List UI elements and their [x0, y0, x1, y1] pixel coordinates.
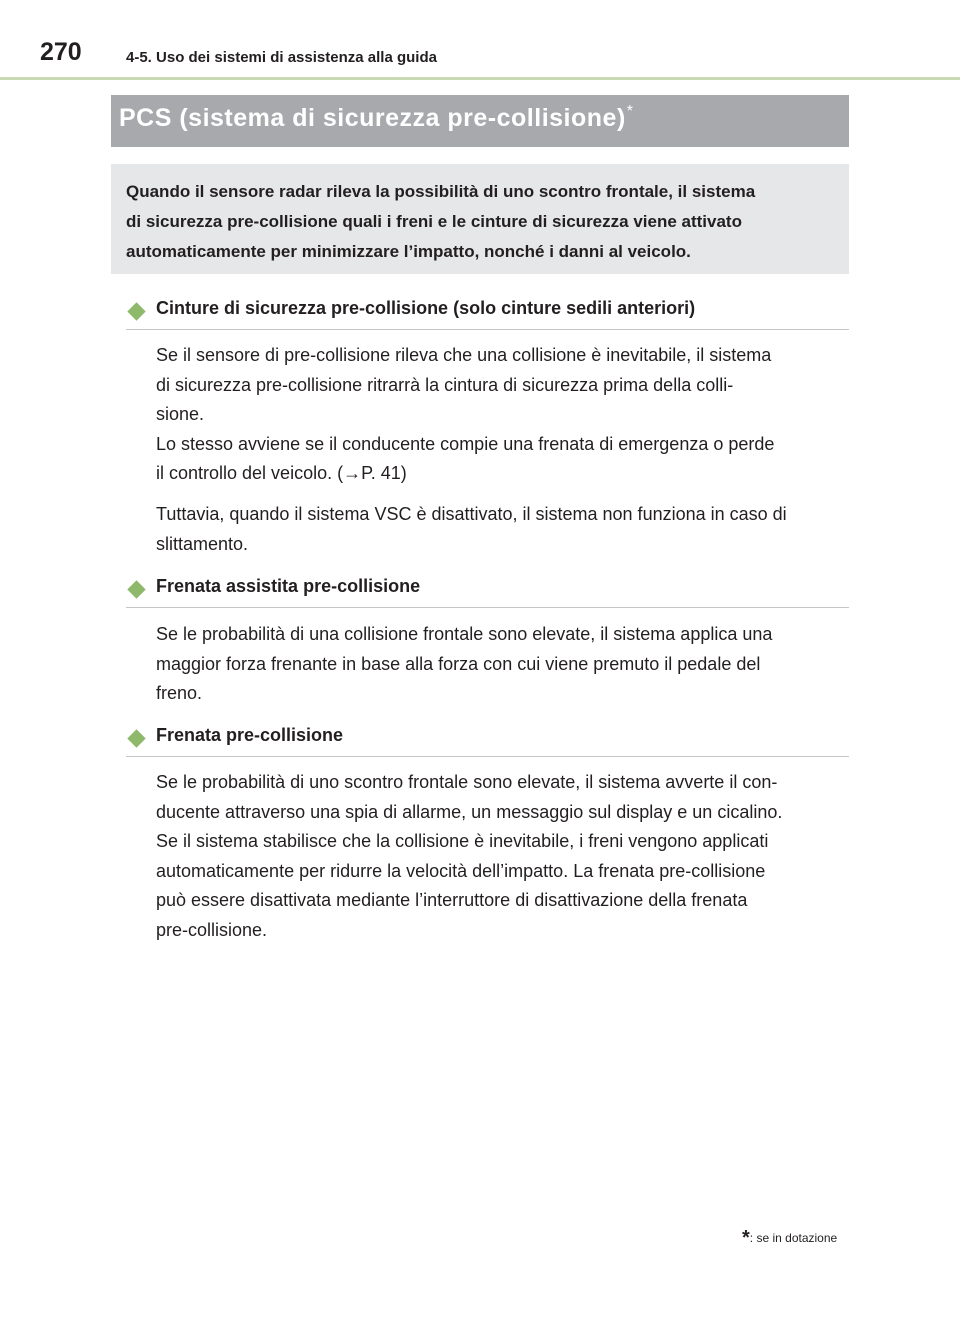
page-header	[0, 0, 960, 80]
text-line: automaticamente per ridurre la velocità dell’impatto. La frenata pre-collisione	[156, 860, 766, 881]
text-line: sione.	[156, 404, 205, 424]
page-number: 270	[40, 38, 82, 66]
intro-line: automaticamente per minimizzare l’impatto, nonché i danni al veicolo.	[126, 242, 691, 261]
title-bar	[111, 95, 849, 147]
text-line: slittamento.	[156, 533, 249, 554]
subheading-brake-assist	[126, 575, 849, 608]
diamond-bullet-icon	[127, 580, 145, 598]
text-line: può essere disattivata mediante l’interruttore di disattivazione della frenata	[156, 890, 748, 910]
intro-line: Quando il sensore radar rileva la possibilità di uno scontro frontale, il sistema	[126, 182, 756, 201]
subheading-text: Cinture di sicurezza pre-collisione (solo cinture sedili anteriori)	[156, 298, 696, 318]
text-line: Se il sensore di pre-collisione rileva che una collisione è inevitabile, il sistema	[156, 345, 772, 365]
text-line: maggior forza frenante in base alla forza con cui viene premuto il pedale del	[156, 653, 761, 674]
text-line: Se il sistema stabilisce che la collisione è inevitabile, i freni vengono applicati	[156, 831, 769, 851]
page-title: PCS (sistema di sicurezza pre-collisione)	[119, 104, 626, 132]
footnote	[742, 1228, 837, 1248]
text-line: di sicurezza pre-collisione ritrarrà la cintura di sicurezza prima della colli-	[156, 374, 734, 395]
intro-line: di sicurezza pre-collisione quali i freni e le cinture di sicurezza viene attivato	[126, 212, 742, 231]
text-line: Se le probabilità di una collisione frontale sono elevate, il sistema applica una	[156, 624, 773, 644]
diamond-bullet-icon	[127, 729, 145, 747]
text-line: Se le probabilità di uno scontro frontale sono elevate, il sistema avverte il con-	[156, 772, 778, 792]
diamond-bullet-icon	[127, 302, 145, 320]
subheading-text: Frenata assistita pre-collisione	[156, 576, 421, 596]
paragraph	[156, 500, 841, 559]
intro-box	[111, 164, 849, 274]
paragraph	[156, 768, 841, 945]
text-line: Lo stesso avviene se il conducente compie una frenata di emergenza o perde	[156, 433, 775, 454]
subheading-seatbelts	[126, 297, 849, 330]
header-divider	[0, 77, 960, 80]
text-line: ducente attraverso una spia di allarme, un messaggio sul display e un cicalino.	[156, 801, 783, 822]
text-line: il controllo del veicolo. (→P. 41)	[156, 463, 407, 483]
subheading-text: Frenata pre-collisione	[156, 725, 344, 745]
paragraph	[156, 620, 841, 709]
footnote-asterisk-icon: *	[742, 1227, 750, 1249]
title-asterisk: *	[626, 103, 634, 120]
subheading-pre-collision-braking	[126, 724, 849, 757]
paragraph	[156, 341, 841, 489]
section-label: 4-5. Uso dei sistemi di assistenza alla guida	[126, 49, 437, 66]
text-line: freno.	[156, 683, 203, 703]
footnote-text: : se in dotazione	[749, 1231, 838, 1245]
text-line: pre-collisione.	[156, 919, 268, 940]
text-line: Tuttavia, quando il sistema VSC è disattivato, il sistema non funziona in caso di	[156, 504, 787, 524]
intro-text	[126, 177, 835, 267]
